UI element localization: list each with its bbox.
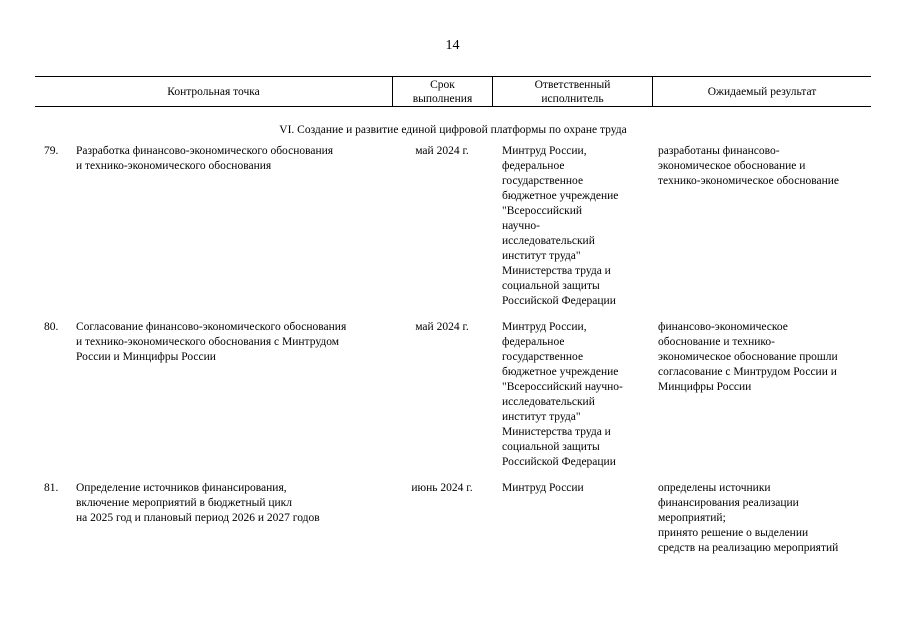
row-expected-result: финансово-экономическое обоснование и технико- экономическое обоснование прошли согласование с Минтрудом России и Минцифры России [658,321,838,393]
row-executor: Минтруд России, федеральное государственное бюджетное учреждение "Всероссийский научно- исследовательский институт труда" Министерства труда и социальной защиты Российской Федерации [502,145,619,307]
section-title: VI. Создание и развитие единой цифровой платформы по охране труда [279,124,627,136]
header-executor: Ответственный исполнитель [534,78,611,105]
row-number: 79. [44,145,59,157]
header-deadline: Срок выполнения [412,78,473,105]
row-deadline: май 2024 г. [415,145,469,157]
row-deadline: июнь 2024 г. [411,482,473,494]
header-control-point: Контрольная точка [167,85,260,98]
page-number: 14 [445,38,460,53]
row-number: 80. [44,321,59,333]
row-control-point: Согласование финансово-экономического обоснования и технико-экономического обоснования с Минтрудом России и Минцифры России [76,321,347,363]
row-deadline: май 2024 г. [415,321,469,333]
row-executor: Минтруд России, федеральное государственное бюджетное учреждение "Всероссийский научно- исследовательский институт труда" Министерства труда и социальной защиты Российской Федерации [502,321,623,468]
header-expected-result: Ожидаемый результат [707,85,817,98]
row-control-point: Разработка финансово-экономического обоснования и технико-экономического обоснования [76,145,334,172]
row-expected-result: разработаны финансово- экономическое обоснование и технико-экономическое обоснование [658,145,840,187]
row-control-point: Определение источников финансирования, включение мероприятий в бюджетный цикл на 2025 год и плановый период 2026 и 2027 годов [76,482,320,524]
row-executor: Минтруд России [502,482,584,494]
table-header-bottom-border [35,106,871,107]
row-number: 81. [44,482,59,494]
row-expected-result: определены источники финансирования реализации мероприятий; принято решение о выделении средств на реализацию мероприятий [658,482,839,554]
